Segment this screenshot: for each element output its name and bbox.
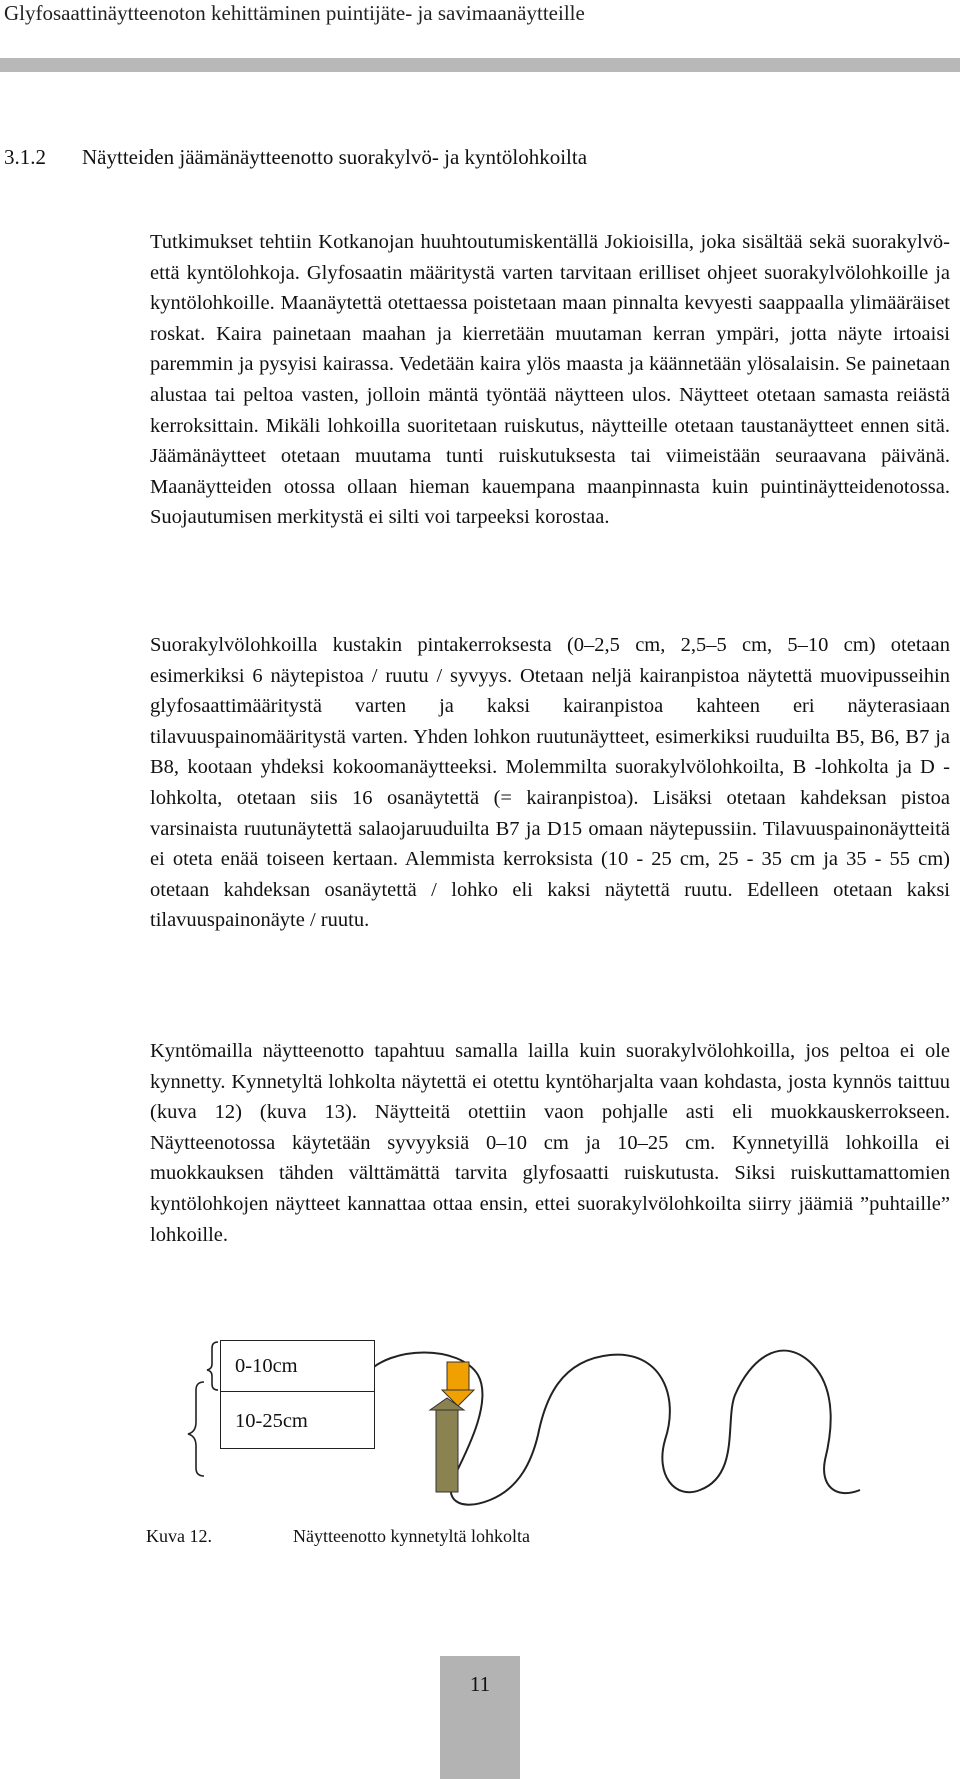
section-title: Näytteiden jäämänäytteenotto suorakylvö- ja kyntölohkoilta	[82, 145, 588, 169]
sample-arrow-upper	[447, 1362, 469, 1390]
section-number: 3.1.2	[4, 145, 46, 169]
running-header: Glyfosaattinäytteenoton kehittäminen puintijäte- ja savimaanäytteille	[4, 1, 585, 25]
paragraph-3: Kyntömailla näytteenotto tapahtuu samalla lailla kuin suorakylvölohkoilla, jos peltoa ei ole kynnetty. Kynnetyltä lohkolta näytettä ei otettu kyntöharjalta vaan kohdasta, josta kynnös taittuu (kuva 12) (kuva 13). Näytteitä otettiin vaon pohjalle asti eli muokkauskerrokseen. Näytteenotossa käytetään syvyyksiä 0–10 cm ja 10–25 cm. Kynnetyillä lohkoilla ei muokkauksen tähden välttämättä tarvita glyfosaatti ruiskutusta. Siksi ruiskuttamattomien kyntölohkojen näytteet kannattaa ottaa ensin, ettei suorakylvölohkoilta siirry jäämiä ”puhtaille” lohkoille.	[150, 1040, 950, 1246]
figure-caption-number: Kuva 12.	[146, 1526, 212, 1546]
page-number: 11	[469, 1672, 491, 1696]
sample-arrow-lower	[436, 1410, 458, 1492]
page-number-box	[440, 1656, 520, 1779]
figure-plowed-sampling	[160, 1340, 950, 1510]
depth-label-bottom	[220, 1391, 375, 1449]
figure-caption-text: Näytteenotto kynnetyltä lohkolta	[293, 1526, 530, 1546]
depth-label-top	[220, 1340, 375, 1392]
depth-label-bottom-text: 10-25cm	[235, 1410, 308, 1432]
section-heading	[4, 144, 587, 170]
paragraph-1: Tutkimukset tehtiin Kotkanojan huuhtoutumiskentällä Jokioisilla, joka sisältää sekä suorakylvö- että kyntölohkoja. Glyfosaatin määritystä varten tarvitaan erilliset ohjeet suorakylvölohkoille ja kyntölohkoille. Maanäytettä otettaessa poistetaan maan pinnalta kevyesti saappaalla ylimääräiset roskat. Kaira painetaan maahan ja kierretään muutaman kerran ympäri, jotta näyte irtoaisi paremmin ja pysyisi kairassa. Vedetään kaira ylös maasta ja käännetään ylösalaisin. Se painetaan alustaa tai peltoa vasten, jolloin mäntä työntää näytteen ulos. Näytteet otetaan samasta reiästä kerroksittain. Mikäli lohkoilla suoritetaan ruiskutus, näytteille otetaan taustanäytteet ennen sitä. Jäämänäytteet otetaan muutama tunti ruiskutuksesta tai viimeistään seuraavana päivänä. Maanäytteiden otossa ollaan hieman kauempana maanpinnasta kuin puintinäytteidenotossa. Suojautumisen merkitystä ei silti voi tarpeeksi korostaa.	[150, 231, 950, 529]
depth-label-top-text: 0-10cm	[235, 1355, 298, 1377]
brace-lower	[188, 1382, 204, 1476]
paragraph-2: Suorakylvölohkoilla kustakin pintakerroksesta (0–2,5 cm, 2,5–5 cm, 5–10 cm) otetaan esimerkiksi 6 näytepistoa / ruutu / syvyys. Otetaan neljä kairanpistoa näytettä muovipusseihin glyfosaattimääritystä varten ja kaksi kairanpistoa kahteen eri näyterasiaan tilavuuspainomääritystä varten. Yhden lohkon ruutunäytteet, esimerkiksi ruuduilta B5, B6, B7 ja B8, kootaan yhdeksi kokoomanäytteeksi. Molemmilta suorakylvölohkoilta, B -lohkolta ja D -lohkolta, otetaan siis 16 osanäytettä (= kairanpistoa). Lisäksi otetaan kahdeksan pistoa varsinaista ruutunäytettä salaojaruuduilta B7 ja D15 omaan näytepussiin. Tilavuuspainonäytteitä ei oteta enää toiseen kertaan. Alemmista kerroksista (10 - 25 cm, 25 - 35 cm ja 35 - 55 cm) otetaan kahdeksan osanäytettä / lohko eli kaksi näytettä ruutu. Edelleen otetaan kaksi tilavuuspainonäyte / ruutu.	[150, 634, 950, 932]
header-rule	[0, 58, 960, 72]
brace-upper	[207, 1342, 218, 1390]
